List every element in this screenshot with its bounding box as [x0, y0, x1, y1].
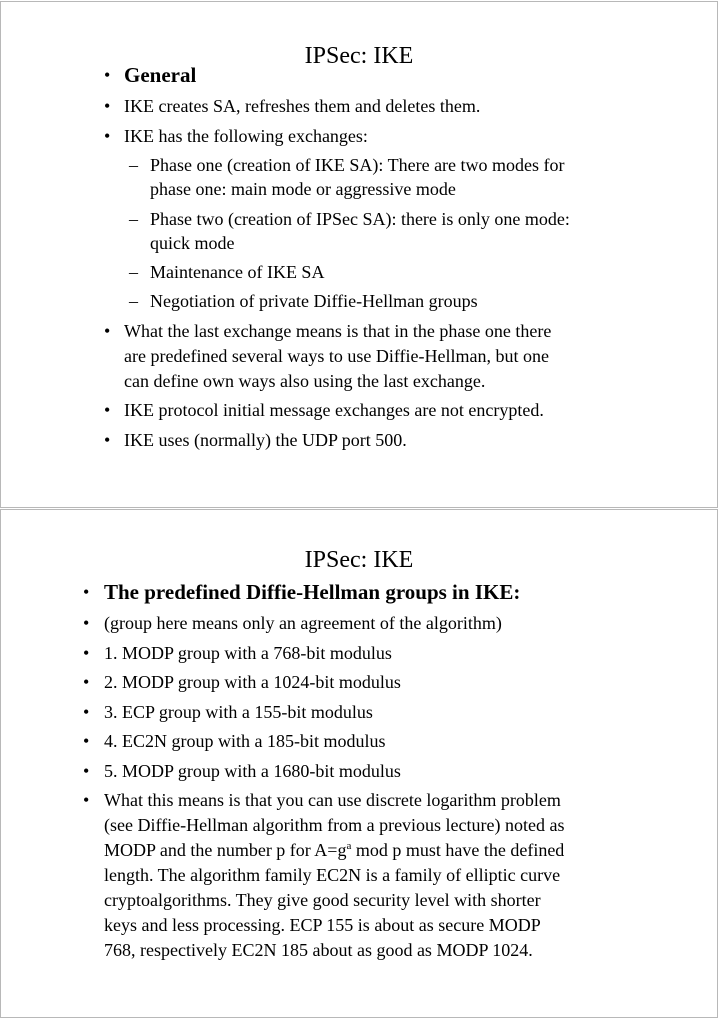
- general-heading: General: [124, 63, 197, 87]
- slide-2-title: IPSec: IKE: [304, 547, 414, 573]
- slide-1: [0, 1, 718, 508]
- slide-2: [0, 509, 718, 1018]
- bullet-text: What the last exchange means is that in the phase one there: [124, 321, 552, 341]
- paragraph-line: [104, 839, 564, 861]
- bullet-icon: •: [104, 96, 111, 116]
- list-item: (group here means only an agreement of the algorithm): [104, 613, 502, 633]
- dash-icon: –: [129, 262, 138, 282]
- list-item: 2. MODP group with a 1024-bit modulus: [104, 672, 401, 692]
- bullet-icon: •: [83, 672, 90, 692]
- dash-icon: –: [129, 209, 138, 229]
- sub-bullet-text: quick mode: [150, 233, 235, 253]
- bullet-text: are predefined several ways to use Diffie-Hellman, but one: [124, 346, 550, 366]
- bullet-icon: •: [83, 702, 90, 722]
- bullet-icon: •: [83, 790, 90, 810]
- list-item: 5. MODP group with a 1680-bit modulus: [104, 761, 401, 781]
- paragraph-line: What this means is that you can use discrete logarithm problem: [104, 790, 561, 810]
- dash-icon: –: [129, 291, 138, 311]
- sub-bullet-text: Maintenance of IKE SA: [150, 262, 325, 282]
- bullet-icon: •: [104, 321, 111, 341]
- bullet-icon: •: [104, 430, 111, 450]
- bullet-icon: •: [83, 761, 90, 781]
- dash-icon: –: [129, 155, 138, 175]
- groups-heading: The predefined Diffie-Hellman groups in IKE:: [104, 580, 521, 604]
- paragraph-line: length. The algorithm family EC2N is a family of elliptic curve: [104, 865, 561, 885]
- bullet-text: IKE protocol initial message exchanges are not encrypted.: [124, 400, 544, 420]
- bullet-icon: •: [83, 643, 90, 663]
- sub-bullet-text: phase one: main mode or aggressive mode: [150, 179, 456, 199]
- bullet-text: can define own ways also using the last exchange.: [124, 371, 486, 391]
- list-item: 1. MODP group with a 768-bit modulus: [104, 643, 392, 663]
- paragraph-line: (see Diffie-Hellman algorithm from a previous lecture) noted as: [104, 815, 565, 835]
- paragraph-line: cryptoalgorithms. They give good security level with shorter: [104, 890, 541, 910]
- list-item: 4. EC2N group with a 185-bit modulus: [104, 731, 386, 751]
- bullet-icon: •: [83, 613, 90, 633]
- bullet-icon: •: [104, 65, 111, 85]
- paragraph-text: MODP and the number p for A=g: [104, 840, 347, 860]
- sub-bullet-text: Phase one (creation of IKE SA): There are two modes for: [150, 155, 565, 175]
- paragraph-line: 768, respectively EC2N 185 about as good as MODP 1024.: [104, 940, 533, 960]
- list-item: 3. ECP group with a 155-bit modulus: [104, 702, 373, 722]
- bullet-icon: •: [83, 731, 90, 751]
- paragraph-line: keys and less processing. ECP 155 is about as secure MODP: [104, 915, 541, 935]
- bullet-text: IKE creates SA, refreshes them and deletes them.: [124, 96, 481, 116]
- paragraph-text: mod p must have the defined: [351, 840, 565, 860]
- bullet-icon: •: [83, 582, 90, 602]
- sub-bullet-text: Negotiation of private Diffie-Hellman groups: [150, 291, 478, 311]
- slide-1-title: IPSec: IKE: [304, 43, 414, 69]
- bullet-text: IKE uses (normally) the UDP port 500.: [124, 430, 407, 450]
- bullet-icon: •: [104, 400, 111, 420]
- bullet-icon: •: [104, 126, 111, 146]
- bullet-text: IKE has the following exchanges:: [124, 126, 368, 146]
- sub-bullet-text: Phase two (creation of IPSec SA): there is only one mode:: [150, 209, 570, 229]
- superscript: a: [346, 840, 352, 852]
